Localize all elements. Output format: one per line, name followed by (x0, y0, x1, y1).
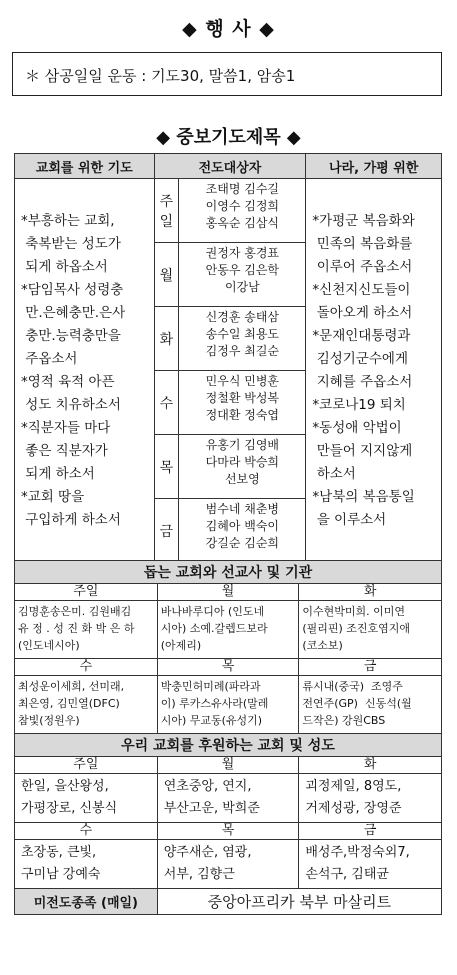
missions-day: 주일 (15, 584, 158, 601)
missions-day: 금 (299, 659, 442, 676)
supporters-day: 월 (157, 757, 299, 774)
prayer-table (14, 153, 442, 563)
unreached-label: 미전도종족 (매일) (15, 889, 158, 915)
evangelism-day: 목 (154, 435, 179, 499)
supporters-entry: 괴정제일, 8영도, 거제성광, 장영준 (299, 774, 442, 823)
evangelism-names: 유홍기 김영배 다마라 박승희 선보영 (179, 435, 306, 499)
supporters-day: 목 (157, 823, 299, 840)
supporters-entry: 양주새순, 염광, 서부, 김향근 (157, 840, 299, 889)
supporters-day: 금 (299, 823, 442, 840)
evangelism-names: 조태명 김수길 이영수 김정희 홍옥순 김삼식 (179, 179, 306, 243)
missions-title: 돕는 교회와 선교사 및 기관 (15, 561, 442, 584)
evangelism-day: 주 일 (154, 179, 179, 243)
nation-prayer-header: 나라, 가평 위한 (306, 154, 442, 179)
event-notice: ＊ 삼공일일 운동 : 기도30, 말씀1, 암송1 (12, 52, 442, 96)
missions-day: 수 (15, 659, 158, 676)
evangelism-names: 신경훈 송태삼 송수일 최용도 김정우 최길순 (179, 307, 306, 371)
evangelism-names: 범수네 채춘병 김혜아 백숙이 강길순 김순희 (179, 499, 306, 563)
evangelism-names: 권정자 홍경표 안동우 김은학 이강남 (179, 243, 306, 307)
supporters-entry: 연초중앙, 연지, 부산고운, 박희준 (157, 774, 299, 823)
missions-entry: 류시내(중국) 조영주 전연주(GP) 신동석(월 드작은) 강원CBS (299, 676, 442, 734)
evangelism-day: 수 (154, 371, 179, 435)
supporters-day: 주일 (15, 757, 158, 774)
evangelism-header: 전도대상자 (154, 154, 306, 179)
missions-entry: 김명훈송은미. 김원배김 유 정 . 성 진 화 박 은 하 (인도네시아) (15, 601, 158, 659)
support-table (14, 560, 442, 915)
supporters-day: 화 (299, 757, 442, 774)
supporters-entry: 초장동, 큰빛, 구미남 강예숙 (15, 840, 158, 889)
prayer-title: ◆ 중보기도제목 ◆ (156, 127, 301, 148)
event-title: ◆ 행 사 ◆ (182, 18, 275, 40)
evangelism-day: 금 (154, 499, 179, 563)
supporters-entry: 배성주,박정숙외7, 손석구, 김태균 (299, 840, 442, 889)
missions-day: 목 (157, 659, 299, 676)
missions-entry: 최성운이세희, 선미래, 최은영, 김민열(DFC) 참빛(정원우) (15, 676, 158, 734)
church-prayer-header: 교회를 위한 기도 (15, 154, 155, 179)
missions-day: 화 (299, 584, 442, 601)
unreached-value: 중앙아프리카 북부 마살리트 (157, 889, 441, 915)
supporters-title: 우리 교회를 후원하는 교회 및 성도 (15, 734, 442, 757)
supporters-day: 수 (15, 823, 158, 840)
missions-entry: 바나바루디아 (인도네 시아) 소예.갈렙드보라 (아제리) (157, 601, 299, 659)
missions-entry: 박충민허미례(파라과 이) 루카스유사라(말레 시아) 무교동(유성기) (157, 676, 299, 734)
church-prayer-list: *부흥하는 교회, 축복받는 성도가 되게 하옵소서 *담임목사 성령충 만.은혜충만.은사 충만.능력충만을 주옵소서 *영적 육적 아픈 성도 치유하소서 *직분자들 마다 좋은 직분자가 되게 하소서 *교회 땅을 구입하게 하소서 (15, 179, 155, 563)
missions-day: 월 (157, 584, 299, 601)
evangelism-day: 화 (154, 307, 179, 371)
evangelism-day: 월 (154, 243, 179, 307)
supporters-entry: 한일, 을산왕성, 가평장로, 신봉식 (15, 774, 158, 823)
evangelism-names: 민우식 민병훈 정철환 박성복 정대환 정숙엽 (179, 371, 306, 435)
missions-entry: 이수현박미희. 이미연 (필리핀) 조진호염지애 (코소보) (299, 601, 442, 659)
nation-prayer-list: *가평군 복음화와 민족의 복음화를 이루어 주옵소서 *신천지신도들이 돌아오게 하소서 *문재인대통령과 김성기군수에게 지혜를 주옵소서 *코로나19 퇴치 *동성애 악법이 만들어 지지않게 하소서 *남북의 복음통일 을 이루소서 (306, 179, 442, 563)
